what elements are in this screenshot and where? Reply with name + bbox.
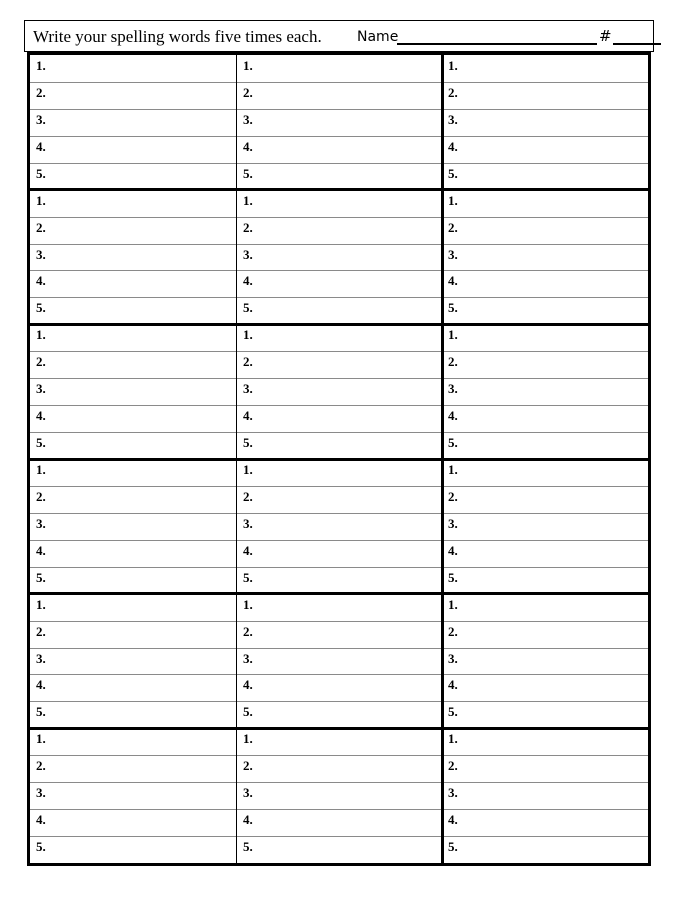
name-label: Name (357, 29, 399, 45)
row-number-label: 5. (243, 569, 253, 585)
spelling-write-cell[interactable] (54, 513, 226, 539)
row-number-label: 3. (243, 515, 253, 531)
spelling-write-cell[interactable] (54, 459, 226, 485)
row-number-label: 3. (36, 381, 46, 397)
row-number-label: 2. (243, 623, 253, 639)
spelling-write-cell[interactable] (54, 540, 226, 566)
spelling-write-cell[interactable] (466, 782, 638, 808)
worksheet-header (24, 20, 654, 52)
column-divider (441, 55, 444, 863)
spelling-write-cell[interactable] (54, 728, 226, 754)
row-number-label: 5. (448, 569, 458, 585)
spelling-write-cell[interactable] (466, 594, 638, 620)
row-number-label: 2. (36, 354, 46, 370)
spelling-write-cell[interactable] (261, 136, 433, 162)
spelling-write-cell[interactable] (261, 324, 433, 350)
row-number-label: 4. (243, 408, 253, 424)
spelling-write-cell[interactable] (466, 190, 638, 216)
spelling-write-cell[interactable] (261, 378, 433, 404)
row-number-label: 3. (448, 650, 458, 666)
spelling-write-cell[interactable] (261, 55, 433, 81)
row-number-label: 2. (448, 623, 458, 639)
row-number-label: 1. (448, 327, 458, 343)
row-number-label: 1. (36, 327, 46, 343)
spelling-write-cell[interactable] (54, 432, 226, 458)
row-number-label: 4. (36, 138, 46, 154)
spelling-write-cell[interactable] (466, 136, 638, 162)
row-number-label: 1. (448, 58, 458, 73)
row-number-label: 1. (448, 192, 458, 208)
spelling-write-cell[interactable] (261, 836, 433, 862)
spelling-write-cell[interactable] (261, 674, 433, 700)
row-number-label: 1. (36, 462, 46, 477)
spelling-write-cell[interactable] (466, 324, 638, 350)
row-number-label: 4. (448, 812, 458, 828)
row-number-label: 2. (36, 84, 46, 100)
row-number-label: 1. (243, 58, 253, 73)
spelling-write-cell[interactable] (54, 674, 226, 700)
number-field[interactable] (613, 43, 661, 45)
row-number-label: 2. (448, 488, 458, 504)
spelling-write-cell[interactable] (466, 405, 638, 431)
row-number-label: 5. (36, 704, 46, 720)
row-number-label: 2. (243, 354, 253, 370)
spelling-write-cell[interactable] (54, 244, 226, 270)
row-number-label: 5. (36, 300, 46, 316)
spelling-write-cell[interactable] (466, 244, 638, 270)
spelling-write-cell[interactable] (54, 836, 226, 862)
spelling-write-cell[interactable] (261, 567, 433, 593)
row-number-label: 5. (36, 435, 46, 451)
spelling-write-cell[interactable] (466, 567, 638, 593)
spelling-write-cell[interactable] (466, 621, 638, 647)
spelling-write-cell[interactable] (261, 728, 433, 754)
row-number-label: 3. (243, 785, 253, 801)
spelling-write-cell[interactable] (54, 136, 226, 162)
spelling-write-cell[interactable] (54, 378, 226, 404)
spelling-write-cell[interactable] (466, 297, 638, 323)
spelling-write-cell[interactable] (261, 270, 433, 296)
row-number-label: 3. (448, 111, 458, 127)
spelling-write-cell[interactable] (54, 567, 226, 593)
row-number-label: 1. (448, 731, 458, 747)
row-number-label: 2. (36, 623, 46, 639)
spelling-write-cell[interactable] (54, 405, 226, 431)
row-number-label: 2. (243, 84, 253, 100)
row-number-label: 4. (243, 812, 253, 828)
row-number-label: 4. (36, 812, 46, 828)
spelling-write-cell[interactable] (261, 648, 433, 674)
spelling-write-cell[interactable] (466, 109, 638, 135)
spelling-write-cell[interactable] (261, 621, 433, 647)
spelling-write-cell[interactable] (261, 244, 433, 270)
row-number-label: 3. (36, 785, 46, 801)
spelling-write-cell[interactable] (54, 82, 226, 108)
row-number-label: 3. (36, 111, 46, 127)
row-number-label: 5. (36, 165, 46, 181)
row-number-label: 1. (243, 596, 253, 612)
spelling-write-cell[interactable] (466, 728, 638, 754)
spelling-write-cell[interactable] (261, 217, 433, 243)
spelling-write-cell[interactable] (261, 782, 433, 808)
spelling-write-cell[interactable] (54, 755, 226, 781)
spelling-write-cell[interactable] (466, 459, 638, 485)
spelling-write-cell[interactable] (261, 109, 433, 135)
row-number-label: 2. (448, 219, 458, 235)
row-number-label: 4. (36, 542, 46, 558)
spelling-write-cell[interactable] (54, 163, 226, 189)
spelling-write-cell[interactable] (261, 486, 433, 512)
row-number-label: 3. (448, 246, 458, 262)
row-number-label: 1. (448, 462, 458, 477)
row-number-label: 1. (36, 58, 46, 73)
spelling-write-cell[interactable] (54, 190, 226, 216)
row-number-label: 2. (243, 758, 253, 774)
spelling-write-cell[interactable] (261, 513, 433, 539)
spelling-write-cell[interactable] (466, 432, 638, 458)
row-number-label: 4. (243, 273, 253, 289)
row-number-label: 4. (448, 273, 458, 289)
row-number-label: 1. (36, 731, 46, 747)
row-number-label: 1. (448, 596, 458, 612)
row-number-label: 1. (243, 327, 253, 343)
column-divider (236, 55, 237, 863)
spelling-write-cell[interactable] (466, 755, 638, 781)
row-number-label: 5. (448, 839, 458, 855)
spelling-write-cell[interactable] (54, 486, 226, 512)
row-number-label: 1. (243, 192, 253, 208)
spelling-write-cell[interactable] (54, 297, 226, 323)
spelling-write-cell[interactable] (54, 270, 226, 296)
spelling-write-cell[interactable] (261, 163, 433, 189)
spelling-write-cell[interactable] (261, 809, 433, 835)
row-number-label: 2. (36, 219, 46, 235)
row-number-label: 4. (36, 273, 46, 289)
spelling-write-cell[interactable] (466, 378, 638, 404)
row-number-label: 2. (448, 758, 458, 774)
spelling-write-cell[interactable] (261, 540, 433, 566)
row-number-label: 4. (448, 677, 458, 693)
row-number-label: 4. (243, 677, 253, 693)
spelling-write-cell[interactable] (261, 459, 433, 485)
spelling-write-cell[interactable] (261, 701, 433, 727)
spelling-write-cell[interactable] (54, 55, 226, 81)
name-field[interactable] (397, 43, 597, 45)
spelling-write-cell[interactable] (261, 190, 433, 216)
row-number-label: 4. (243, 138, 253, 154)
spelling-write-cell[interactable] (466, 486, 638, 512)
row-number-label: 4. (448, 542, 458, 558)
row-number-label: 3. (243, 381, 253, 397)
row-number-label: 5. (36, 569, 46, 585)
row-number-label: 2. (243, 219, 253, 235)
row-number-label: 5. (448, 300, 458, 316)
row-number-label: 1. (243, 462, 253, 477)
spelling-write-cell[interactable] (261, 755, 433, 781)
row-number-label: 5. (243, 435, 253, 451)
spelling-write-cell[interactable] (466, 270, 638, 296)
spelling-write-cell[interactable] (466, 836, 638, 862)
row-number-label: 3. (36, 246, 46, 262)
spelling-write-cell[interactable] (54, 782, 226, 808)
row-number-label: 2. (36, 758, 46, 774)
spelling-write-cell[interactable] (466, 701, 638, 727)
row-number-label: 1. (243, 731, 253, 747)
row-number-label: 3. (448, 515, 458, 531)
row-number-label: 3. (448, 785, 458, 801)
row-number-label: 4. (448, 408, 458, 424)
instructions-text: Write your spelling words five times each. (33, 27, 322, 46)
row-number-label: 5. (243, 704, 253, 720)
spelling-write-cell[interactable] (261, 82, 433, 108)
spelling-write-cell[interactable] (466, 163, 638, 189)
row-number-label: 1. (36, 596, 46, 612)
row-number-label: 5. (448, 435, 458, 451)
spelling-write-cell[interactable] (466, 809, 638, 835)
spelling-write-cell[interactable] (466, 217, 638, 243)
row-number-label: 5. (243, 300, 253, 316)
row-number-label: 3. (243, 650, 253, 666)
row-number-label: 4. (243, 542, 253, 558)
spelling-write-cell[interactable] (54, 701, 226, 727)
spelling-write-cell[interactable] (261, 405, 433, 431)
row-number-label: 1. (36, 192, 46, 208)
row-number-label: 5. (243, 839, 253, 855)
spelling-write-cell[interactable] (466, 82, 638, 108)
row-number-label: 2. (448, 84, 458, 100)
row-number-label: 4. (36, 677, 46, 693)
spelling-write-cell[interactable] (466, 351, 638, 377)
spelling-write-cell[interactable] (54, 351, 226, 377)
row-number-label: 2. (243, 488, 253, 504)
spelling-write-cell[interactable] (54, 648, 226, 674)
spelling-write-cell[interactable] (54, 594, 226, 620)
spelling-write-cell[interactable] (261, 594, 433, 620)
spelling-write-cell[interactable] (54, 809, 226, 835)
row-number-label: 2. (448, 354, 458, 370)
spelling-grid (27, 52, 651, 866)
spelling-write-cell[interactable] (54, 324, 226, 350)
row-number-label: 2. (36, 488, 46, 504)
spelling-write-cell[interactable] (466, 648, 638, 674)
spelling-write-cell[interactable] (261, 351, 433, 377)
spelling-write-cell[interactable] (54, 217, 226, 243)
row-number-label: 5. (448, 704, 458, 720)
spelling-write-cell[interactable] (466, 674, 638, 700)
row-number-label: 3. (243, 111, 253, 127)
row-number-label: 4. (448, 138, 458, 154)
row-number-label: 5. (448, 165, 458, 181)
spelling-write-cell[interactable] (54, 621, 226, 647)
row-number-label: 3. (448, 381, 458, 397)
row-number-label: 4. (36, 408, 46, 424)
spelling-write-cell[interactable] (54, 109, 226, 135)
number-label: # (599, 27, 612, 45)
spelling-write-cell[interactable] (261, 432, 433, 458)
spelling-write-cell[interactable] (466, 540, 638, 566)
row-number-label: 5. (36, 839, 46, 855)
spelling-write-cell[interactable] (261, 297, 433, 323)
row-number-label: 3. (36, 515, 46, 531)
row-number-label: 3. (243, 246, 253, 262)
spelling-write-cell[interactable] (466, 513, 638, 539)
spelling-write-cell[interactable] (466, 55, 638, 81)
row-number-label: 5. (243, 165, 253, 181)
row-number-label: 3. (36, 650, 46, 666)
